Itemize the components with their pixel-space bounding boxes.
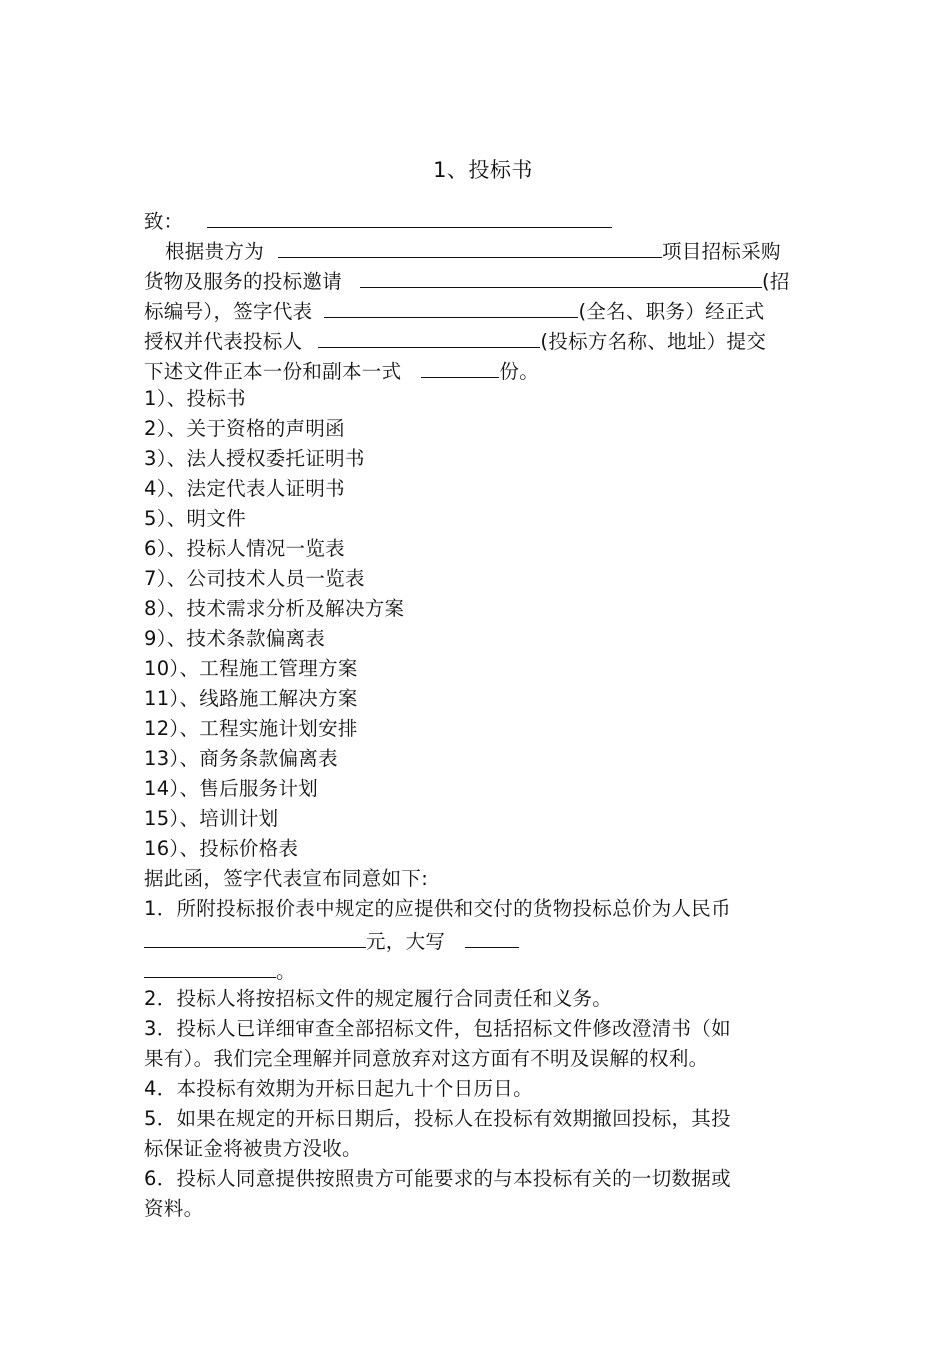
salutation-line	[144, 207, 612, 234]
list-item: 6）、投标人情况一览表	[144, 537, 345, 560]
intro-text: 授权并代表投标人	[144, 330, 303, 353]
bidder-blank[interactable]	[318, 327, 540, 348]
project-name-blank[interactable]	[278, 237, 662, 258]
intro-line-3	[144, 297, 765, 324]
list-item: 1）、投标书	[144, 387, 246, 410]
invitation-blank[interactable]	[360, 267, 762, 288]
clause-6-line-2: 资料。	[144, 1197, 204, 1220]
list-item: 14）、售后服务计划	[144, 777, 319, 800]
clause-text: 元，大写	[366, 930, 446, 953]
clause-2: 2．投标人将按招标文件的规定履行合同责任和义务。	[144, 987, 613, 1010]
intro-line-4	[144, 327, 766, 354]
list-item: 7）、公司技术人员一览表	[144, 567, 365, 590]
intro-text: 根据贵方为	[165, 240, 265, 263]
clause-1-line-2	[144, 927, 519, 954]
intro-text: 份。	[499, 360, 540, 383]
copies-blank[interactable]	[421, 357, 499, 378]
list-item: 10）、工程施工管理方案	[144, 657, 358, 680]
intro-text: 货物及服务的投标邀请	[144, 270, 343, 293]
intro-line-5	[144, 357, 539, 384]
list-item: 11）、线路施工解决方案	[144, 687, 358, 710]
document-title: 1、投标书	[433, 158, 533, 182]
intro-line-2	[144, 267, 790, 294]
intro-text: (投标方名称、地址）提交	[540, 330, 767, 353]
clause-1-line-3	[144, 957, 296, 984]
salutation-label: 致：	[144, 210, 184, 233]
list-item: 9）、技术条款偏离表	[144, 627, 326, 650]
list-item: 4）、法定代表人证明书	[144, 477, 345, 500]
list-item: 15）、培训计划	[144, 807, 279, 830]
amount-in-words-blank-cont[interactable]	[144, 957, 276, 978]
intro-line-1	[165, 237, 781, 264]
list-item: 5）、明文件	[144, 507, 246, 530]
clause-3-line-2: 果有）。我们完全理解并同意放弃对这方面有不明及误解的权利。	[144, 1047, 709, 1070]
recipient-blank[interactable]	[207, 207, 612, 228]
list-item: 3）、法人授权委托证明书	[144, 447, 365, 470]
total-price-blank[interactable]	[144, 927, 366, 948]
list-item: 8）、技术需求分析及解决方案	[144, 597, 405, 620]
list-item: 2）、关于资格的声明函	[144, 417, 345, 440]
intro-text: 项目招标采购	[662, 240, 781, 263]
signatory-blank[interactable]	[324, 297, 578, 318]
intro-text: (招	[762, 270, 790, 293]
amount-in-words-blank[interactable]	[465, 927, 519, 948]
clause-4: 4．本投标有效期为开标日起九十个日历日。	[144, 1077, 533, 1100]
intro-text: (全名、职务）经正式	[578, 300, 765, 323]
list-item: 16）、投标价格表	[144, 837, 299, 860]
clause-6-line-1: 6．投标人同意提供按照贵方可能要求的与本投标有关的一切数据或	[144, 1167, 731, 1190]
clause-1-line-1: 1．所附投标报价表中规定的应提供和交付的货物投标总价为人民币	[144, 897, 731, 920]
declaration-intro: 据此函，签字代表宣布同意如下:	[144, 867, 429, 890]
list-item: 13）、商务条款偏离表	[144, 747, 338, 770]
list-item: 12）、工程实施计划安排	[144, 717, 358, 740]
clause-5-line-2: 标保证金将被贵方没收。	[144, 1137, 362, 1160]
clause-5-line-1: 5．如果在规定的开标日期后，投标人在投标有效期撤回投标，其投	[144, 1107, 731, 1130]
intro-text: 下述文件正本一份和副本一式	[144, 360, 402, 383]
intro-text: 标编号），签字代表	[144, 300, 313, 323]
clause-3-line-1: 3．投标人已详细审查全部招标文件，包括招标文件修改澄清书（如	[144, 1017, 731, 1040]
clause-text: 。	[276, 960, 296, 983]
